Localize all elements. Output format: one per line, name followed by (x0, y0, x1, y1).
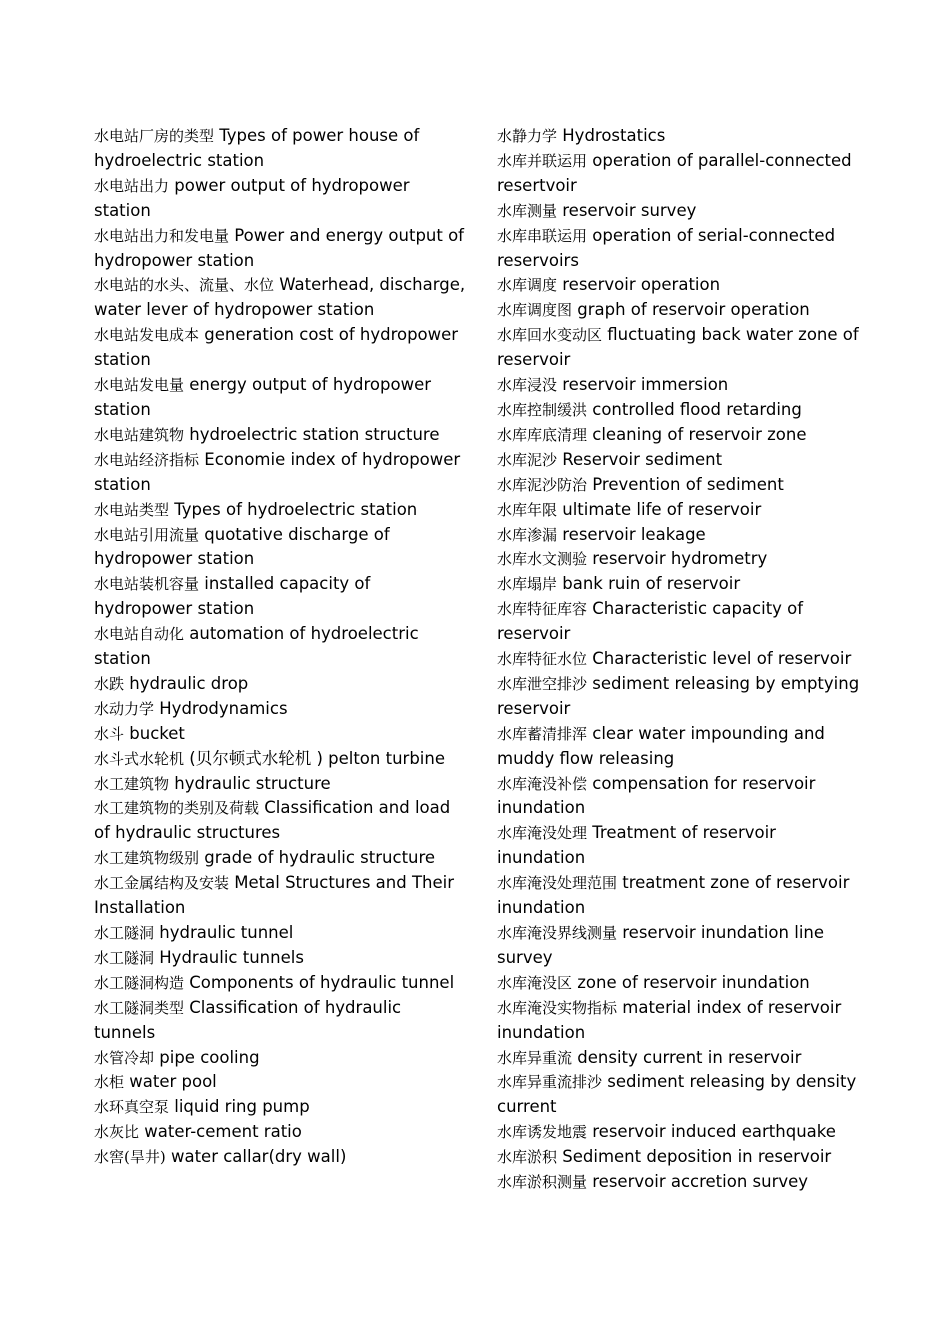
term-english: hydraulic structure (174, 773, 331, 793)
glossary-entry (94, 697, 466, 722)
term-chinese: 水库淹没处理范围 (497, 874, 618, 893)
term-chinese: 水库淹没实物指标 (497, 998, 618, 1017)
term-chinese: 水柜 (94, 1073, 125, 1092)
term-chinese: 水工建筑物 (94, 774, 170, 793)
term-english: water callar(dry wall) (170, 1147, 347, 1167)
glossary-entry (94, 323, 466, 373)
term-chinese: 水工建筑物级别 (94, 849, 200, 868)
glossary-entry (94, 996, 466, 1046)
glossary-entry (94, 273, 466, 323)
term-chinese: 水库蓄清排浑 (497, 724, 588, 743)
glossary-entry (94, 672, 466, 697)
term-english: bank ruin of reservoir (562, 574, 741, 594)
glossary-entry (497, 149, 869, 199)
term-english: ultimate life of reservoir (562, 499, 762, 519)
term-english: bucket (129, 723, 185, 743)
term-chinese: 水电站自动化 (94, 625, 185, 644)
term-chinese: 水库并联运用 (497, 151, 588, 170)
term-chinese: 水电站厂房的类型 (94, 127, 215, 145)
term-chinese: 水动力学 (94, 699, 155, 718)
term-english: graph of reservoir operation (577, 300, 810, 320)
glossary-entry (497, 647, 869, 672)
glossary-entry (94, 796, 466, 846)
glossary-entry (497, 448, 869, 473)
term-chinese: 水库淹没补偿 (497, 774, 588, 793)
term-english: hydroelectric station structure (189, 424, 440, 444)
glossary-entry (94, 423, 466, 448)
term-chinese: 水库异重流 (497, 1048, 573, 1067)
term-english: Hydraulic tunnels (159, 947, 304, 967)
term-english: Characteristic capacity of reservoir (497, 599, 804, 644)
term-english: Types of hydroelectric station (174, 499, 418, 519)
term-english: Characteristic level of reservoir (592, 649, 852, 669)
term-english: fluctuating back water zone of reservoir (497, 325, 859, 370)
term-chinese: 水库淤积 (497, 1148, 558, 1167)
term-english: Reservoir sediment (562, 449, 723, 469)
term-english: liquid ring pump (174, 1097, 310, 1117)
glossary-entry (94, 1095, 466, 1120)
term-chinese: 水库淹没处理 (497, 824, 588, 843)
glossary-entry (497, 921, 869, 971)
glossary-entry (94, 523, 466, 573)
glossary-entry (497, 373, 869, 398)
term-chinese: 水工隧洞构造 (94, 973, 185, 992)
glossary-entry (497, 996, 869, 1046)
glossary-entry (497, 1145, 869, 1170)
term-english: Sediment deposition in reservoir (562, 1147, 832, 1167)
term-english: pipe cooling (159, 1047, 260, 1067)
term-english: automation of hydroelectric station (94, 624, 419, 669)
glossary-entry (94, 971, 466, 996)
term-english: quotative discharge of hydropower station (94, 524, 390, 569)
term-chinese: 水库渗漏 (497, 525, 558, 544)
term-english: Hydrodynamics (159, 698, 288, 718)
glossary-entry (497, 423, 869, 448)
term-english: Metal Structures and Their Installation (94, 873, 455, 918)
term-chinese: 水库淤积测量 (497, 1173, 588, 1192)
term-english: hydraulic drop (129, 673, 249, 693)
term-chinese: 水库调度图 (497, 301, 573, 320)
glossary-entry (497, 722, 869, 772)
term-chinese: 水库测量 (497, 201, 558, 220)
glossary-entry (497, 871, 869, 921)
glossary-entry (94, 572, 466, 622)
term-english: grade of hydraulic structure (204, 848, 436, 868)
glossary-entry (497, 273, 869, 298)
term-english: Classification of hydraulic tunnels (94, 997, 402, 1042)
term-chinese: 水库水文测验 (497, 550, 588, 569)
term-english: reservoir leakage (562, 524, 706, 544)
term-chinese: 水库库底清理 (497, 425, 588, 444)
term-english: reservoir induced earthquake (592, 1122, 836, 1142)
glossary-entry (94, 1145, 466, 1170)
term-chinese: 水斗式水轮机 (94, 749, 185, 768)
term-english: treatment zone of reservoir inundation (497, 873, 850, 918)
term-english: Waterhead, discharge, water lever of hydropower station (94, 275, 466, 320)
term-english: reservoir accretion survey (592, 1172, 809, 1192)
term-chinese: 水库特征水位 (497, 650, 588, 669)
term-english: Prevention of sediment (592, 474, 784, 494)
term-chinese: 水工隧洞类型 (94, 998, 185, 1017)
term-chinese: 水库年限 (497, 500, 558, 519)
glossary-entry (94, 498, 466, 523)
term-english: controlled flood retarding (592, 399, 802, 419)
glossary-entry (94, 224, 466, 274)
term-english: Treatment of reservoir inundation (497, 823, 776, 868)
glossary-entry (497, 971, 869, 996)
term-chinese: 水库塌岸 (497, 575, 558, 594)
term-chinese: 水库调度 (497, 276, 558, 295)
glossary-entry (94, 846, 466, 871)
glossary-entry (497, 224, 869, 274)
term-english: reservoir hydrometry (592, 549, 768, 569)
term-chinese: 水库泄空排沙 (497, 674, 588, 693)
glossary-entry (497, 672, 869, 722)
glossary-entry (94, 871, 466, 921)
term-english: Power and energy output of hydropower station (94, 225, 464, 270)
term-english: clear water impounding and muddy flow releasing (497, 723, 825, 768)
term-english: compensation for reservoir inundation (497, 773, 816, 818)
term-chinese: 水电站装机容量 (94, 575, 200, 594)
glossary-entry (94, 174, 466, 224)
glossary-entry (497, 821, 869, 871)
term-english: installed capacity of hydropower station (94, 574, 371, 619)
term-chinese: 水库异重流排沙 (497, 1073, 603, 1092)
term-chinese: 水库诱发地震 (497, 1123, 588, 1142)
term-chinese: 水库浸没 (497, 376, 558, 395)
glossary-entry (497, 124, 869, 149)
glossary-entry (94, 622, 466, 672)
glossary-column-right (497, 124, 869, 1195)
term-chinese: 水跌 (94, 674, 125, 693)
term-chinese: 水电站出力 (94, 176, 170, 195)
term-english: Components of hydraulic tunnel (189, 972, 455, 992)
term-chinese: 水电站引用流量 (94, 525, 200, 544)
term-english: density current in reservoir (577, 1047, 802, 1067)
glossary-entry (497, 323, 869, 373)
term-english: power output of hydropower station (94, 175, 410, 220)
glossary-entry (497, 1046, 869, 1071)
glossary-entry (497, 398, 869, 423)
term-chinese: 水库特征库容 (497, 600, 588, 619)
glossary-entry (497, 547, 869, 572)
glossary-entry (94, 921, 466, 946)
glossary-entry (94, 747, 466, 772)
term-english: Classification and load of hydraulic structures (94, 798, 451, 843)
term-chinese: 水库控制缓洪 (497, 400, 588, 419)
term-chinese: 水库淹没区 (497, 973, 573, 992)
glossary-entry (497, 199, 869, 224)
glossary-entry (94, 946, 466, 971)
glossary-entry (497, 597, 869, 647)
glossary-entry (94, 1120, 466, 1145)
glossary-entry (94, 124, 466, 174)
term-english: generation cost of hydropower station (94, 325, 459, 370)
term-chinese: 水灰比 (94, 1123, 140, 1142)
term-chinese: 水库泥沙防治 (497, 475, 588, 494)
term-english: Types of power house of hydroelectric station (94, 126, 420, 170)
term-chinese: 水环真空泵 (94, 1098, 170, 1117)
term-chinese: 水静力学 (497, 127, 558, 145)
term-english: hydraulic tunnel (159, 923, 294, 942)
term-chinese: 水电站出力和发电量 (94, 226, 230, 245)
term-english: zone of reservoir inundation (577, 972, 810, 992)
term-chinese: 水电站类型 (94, 500, 170, 519)
glossary-entry (497, 473, 869, 498)
term-chinese: 水工建筑物的类别及荷载 (94, 799, 260, 818)
term-chinese: 水工隧洞 (94, 948, 155, 967)
glossary-entry (94, 448, 466, 498)
glossary-entry (94, 373, 466, 423)
term-english: reservoir immersion (562, 375, 729, 395)
glossary-entry (94, 1070, 466, 1095)
term-chinese: 水工隧洞 (94, 924, 155, 942)
term-english: operation of serial-connected reservoirs (497, 225, 836, 270)
glossary-entry (497, 1070, 869, 1120)
term-chinese: 水电站建筑物 (94, 425, 185, 444)
term-chinese: 水库串联运用 (497, 226, 588, 245)
term-english: water-cement ratio (144, 1122, 302, 1142)
term-chinese: 水电站经济指标 (94, 450, 200, 469)
term-english: cleaning of reservoir zone (592, 424, 807, 444)
glossary-entry (94, 722, 466, 747)
term-english: material index of reservoir inundation (497, 997, 842, 1042)
term-chinese: 水库淹没界线测量 (497, 924, 618, 942)
term-chinese: 水窖(旱井) (94, 1148, 166, 1167)
glossary-entry (497, 772, 869, 822)
glossary-entry (497, 1120, 869, 1145)
glossary-entry (497, 1170, 869, 1195)
term-english: reservoir survey (562, 200, 697, 220)
term-english: energy output of hydropower station (94, 375, 432, 419)
term-english: sediment releasing by emptying reservoir (497, 673, 860, 718)
term-english: operation of parallel-connected resertvoir (497, 150, 852, 195)
term-chinese: 水管冷却 (94, 1048, 155, 1067)
term-chinese: 水斗 (94, 724, 125, 743)
term-chinese: 水电站发电成本 (94, 326, 200, 345)
glossary-entry (497, 523, 869, 548)
term-english: reservoir inundation line survey (497, 923, 825, 967)
glossary-entry (94, 1046, 466, 1071)
glossary-entry (94, 772, 466, 797)
term-english: water pool (129, 1072, 217, 1092)
term-chinese: 水工金属结构及安装 (94, 874, 230, 893)
term-chinese: 水库泥沙 (497, 450, 558, 469)
glossary-column-left (94, 124, 466, 1170)
glossary-entry (497, 498, 869, 523)
glossary-entry (497, 298, 869, 323)
term-english: (贝尔顿式水轮机 ) pelton turbine (189, 748, 445, 768)
term-chinese: 水库回水变动区 (497, 326, 603, 345)
term-chinese: 水电站的水头、流量、水位 (94, 276, 275, 295)
term-english: reservoir operation (562, 275, 721, 295)
term-chinese: 水电站发电量 (94, 376, 185, 395)
term-english: Economie index of hydropower station (94, 449, 461, 494)
term-english: Hydrostatics (562, 126, 666, 145)
glossary-entry (497, 572, 869, 597)
term-english: sediment releasing by density current (497, 1072, 857, 1117)
